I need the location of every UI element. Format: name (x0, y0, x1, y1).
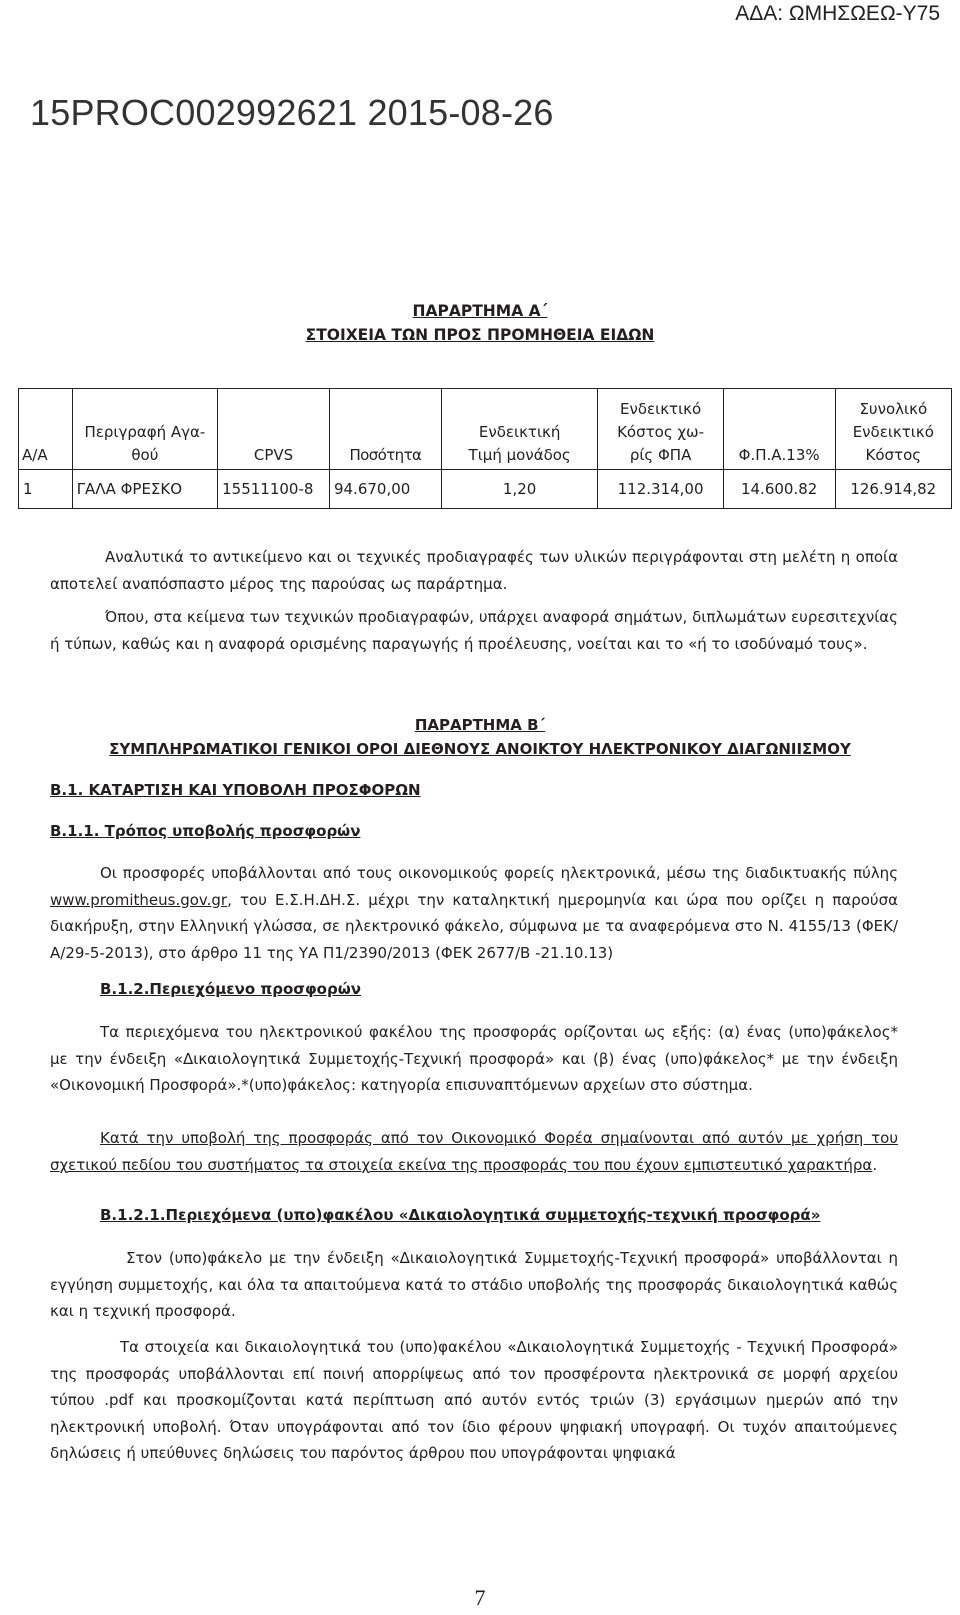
ada-code: ΑΔΑ: ΩΜΗΣΩΕΩ-Υ75 (735, 2, 940, 25)
cell-total: 126.914,82 (835, 470, 951, 509)
paragraph-participation-folder: Στον (υπο)φάκελο με την ένδειξη «Δικαιολογητικά Συμμετοχής-Τεχνική προσφορά» υποβάλλονται η εγγύηση συμμετοχής, και όλα τα απαιτούμενα κατά το στάδιο υποβολής της προσφοράς δικαιολογητικά καθώς και η τεχνική προσφορά. (50, 1249, 898, 1320)
table-row (19, 470, 952, 509)
annex-a-title: ΠΑΡΑΡΤΗΜΑ Α΄ (412, 302, 548, 320)
paragraph-documents: Τα στοιχεία και δικαιολογητικά του (υπο)φακέλου «Δικαιολογητικά Συμμετοχής - Τεχνική Προσφορά» της προσφοράς υποβάλλονται επί ποινή απορρίψεως από τον προσφέροντα ηλεκτρονικά σε μορφή αρχείου τύπου .pdf και προσκομίζονται κατά περίπτωση από αυτόν εντός τριών (3) εργάσιμων ημερών από την ηλεκτρονική υποβολή. Όταν υπογράφονται από τον ίδιο φέρουν ψηφιακή υπογραφή. Οι τυχόν απαιτούμενες δηλώσεις ή υπεύθυνες δηλώσεις του παρόντος άρθρου που υπογράφονται ψηφιακά (50, 1338, 898, 1462)
paragraph-confidential: Κατά την υποβολή της προσφοράς από τον Οικονομικό Φορέα σημαίνονται από αυτόν με χρήση του σχετικού πεδίου του συστήματος τα στοιχεία εκείνα της προσφοράς του που έχουν εμπιστευτικό χαρακτήρα. (50, 1129, 898, 1174)
header-cpvs: CPVS (218, 389, 330, 470)
procurement-id: 15PROC002992621 2015-08-26 (30, 92, 554, 133)
page-number: 7 (474, 1585, 486, 1610)
cell-description: ΓΑΛΑ ΦΡΕΣΚΟ (72, 470, 217, 509)
section-b12-heading: Β.1.2.Περιεχόμενο προσφορών (100, 980, 361, 998)
cell-unit-price: 1,20 (441, 470, 598, 509)
items-table (18, 388, 952, 509)
annex-b-title: ΠΑΡΑΡΤΗΜΑ Β΄ (414, 716, 546, 734)
cell-quantity: 94.670,00 (329, 470, 441, 509)
table-header-row (19, 389, 952, 470)
header-total: Συνολικό Ενδεικτικό Κόστος (835, 389, 951, 470)
section-b1-heading: Β.1. ΚΑΤΑΡΤΙΣΗ ΚΑΙ ΥΠΟΒΟΛΗ ΠΡΟΣΦΟΡΩΝ (50, 781, 421, 799)
annex-a-subtitle: ΣΤΟΙΧΕΙΑ ΤΩΝ ΠΡΟΣ ΠΡΟΜΗΘΕΙΑ ΕΙΔΩΝ (305, 326, 655, 344)
cell-cost-excl-vat: 112.314,00 (598, 470, 723, 509)
header-cost-excl-vat: Ενδεικτικό Κόστος χω- ρίς ΦΠΑ (598, 389, 723, 470)
paragraph-description: Αναλυτικά το αντικείμενο και οι τεχνικές προδιαγραφές των υλικών περιγράφονται στη μελέτη η οποία αποτελεί αναπόσπαστο μέρος της παρούσας ως παράρτημα. (50, 548, 898, 593)
header-quantity: Ποσότητα (329, 389, 441, 470)
section-b11-heading: Β.1.1. Τρόπος υποβολής προσφορών (50, 822, 361, 840)
promitheus-link[interactable]: www.promitheus.gov.gr (50, 890, 228, 909)
paragraph-submission: Οι προσφορές υποβάλλονται από τους οικονομικούς φορείς ηλεκτρονικά, μέσω της διαδικτυακής πύλης www.promitheus.gov.gr, του Ε.Σ.Η.ΔΗ.Σ. μέχρι την καταληκτική ημερομηνία και ώρα που ορίζει η παρούσα διακήρυξη, στην Ελληνική γλώσσα, σε ηλεκτρονικό φάκελο, σύμφωνα με τα αναφερόμενα στο Ν. 4155/13 (ΦΕΚ/Α/29-5-2013), στο άρθρο 11 της ΥΑ Π1/2390/2013 (ΦΕΚ 2677/Β -21.10.13) (50, 864, 898, 962)
header-aa: Α/Α (19, 389, 73, 470)
section-b121-heading: Β.1.2.1.Περιεχόμενα (υπο)φακέλου «Δικαιολογητικά συμμετοχής-τεχνική προσφορά» (100, 1206, 821, 1224)
cell-vat: 14.600.82 (723, 470, 835, 509)
paragraph-contents: Τα περιεχόμενα του ηλεκτρονικού φακέλου της προσφοράς ορίζονται ως εξής: (α) ένας (υπο)φάκελος* με την ένδειξη «Δικαιολογητικά Συμμετοχής-Τεχνική προσφορά» και (β) ένας (υπο)φάκελος* με την ένδειξη «Οικονομική Προσφορά».*(υπο)φάκελος: κατηγορία επισυναπτόμενων αρχείων στο σύστημα. (50, 1023, 898, 1094)
cell-aa: 1 (19, 470, 73, 509)
header-description: Περιγραφή Αγα- θού (72, 389, 217, 470)
annex-b-subtitle: ΣΥΜΠΛΗΡΩΜΑΤΙΚΟΙ ΓΕΝΙΚΟΙ ΟΡΟΙ ΔΙΕΘΝΟΥΣ ΑΝΟΙΚΤΟΥ ΗΛΕΚΤΡΟΝΙΚΟΥ ΔΙΑΓΩΝΙΙΣΜΟΥ (109, 740, 851, 758)
header-unit-price: Ενδεικτική Τιμή μονάδος (441, 389, 598, 470)
paragraph-equivalents: Όπου, στα κείμενα των τεχνικών προδιαγραφών, υπάρχει αναφορά σημάτων, διπλωμάτων ευρεσιτεχνίας ή τύπων, καθώς και η αναφορά ορισμένης παραγωγής ή προέλευσης, νοείται και το «ή το ισοδύναμό τους». (50, 608, 898, 653)
header-vat: Φ.Π.Α.13% (723, 389, 835, 470)
cell-cpvs: 15511100-8 (218, 470, 330, 509)
